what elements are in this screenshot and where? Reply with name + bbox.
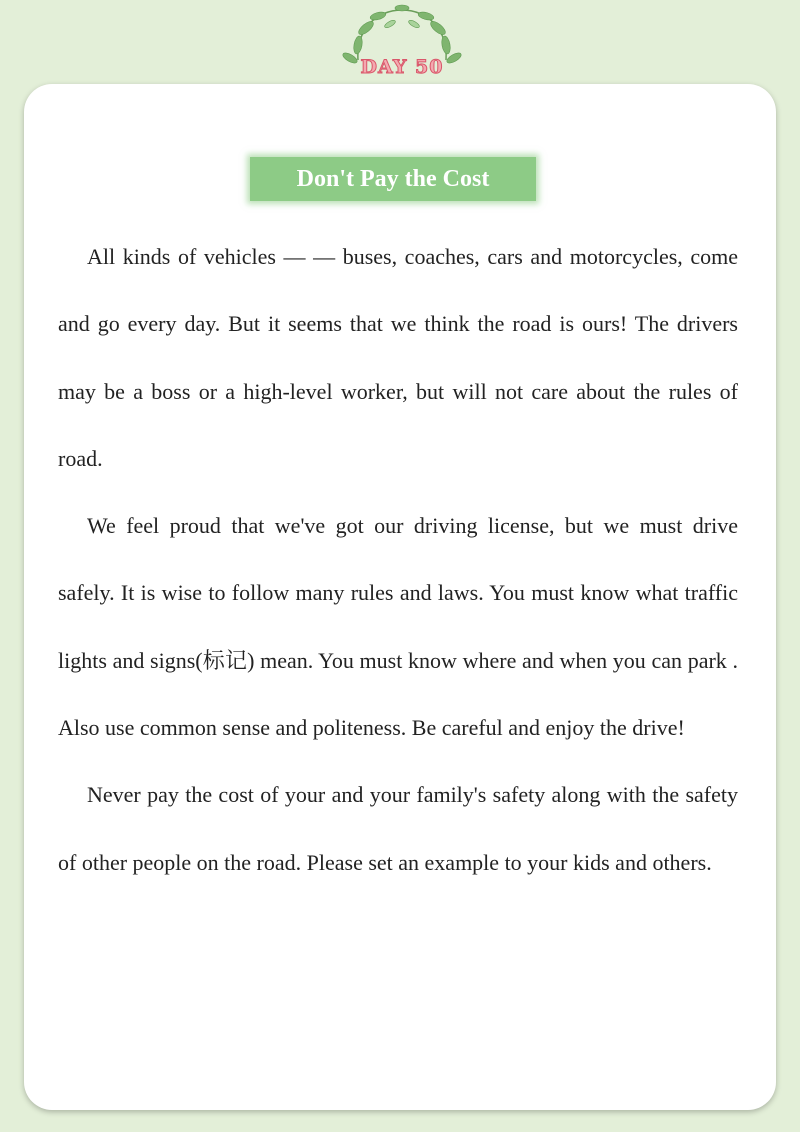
day-label: DAY 50 xyxy=(360,56,444,78)
title-banner xyxy=(250,157,536,201)
paragraph: Never pay the cost of your and your family's safety along with the safety of other people on the road. Please set an example to your kids and others. xyxy=(58,782,738,875)
article-body xyxy=(58,223,738,896)
paragraph: All kinds of vehicles — — buses, coaches, cars and motorcycles, come and go every day. But it seems that we think the road is ours! The drivers may be a boss or a high-level worker, but will not care about the rules of road. xyxy=(58,244,738,471)
paragraph: We feel proud that we've got our driving license, but we must drive safely. It is wise to follow many rules and laws. You must know what traffic lights and signs(标记) mean. You must know where and when you can park . Also use common sense and politeness. Be careful and enjoy the drive! xyxy=(58,513,738,741)
article-title: Don't Pay the Cost xyxy=(296,165,490,192)
